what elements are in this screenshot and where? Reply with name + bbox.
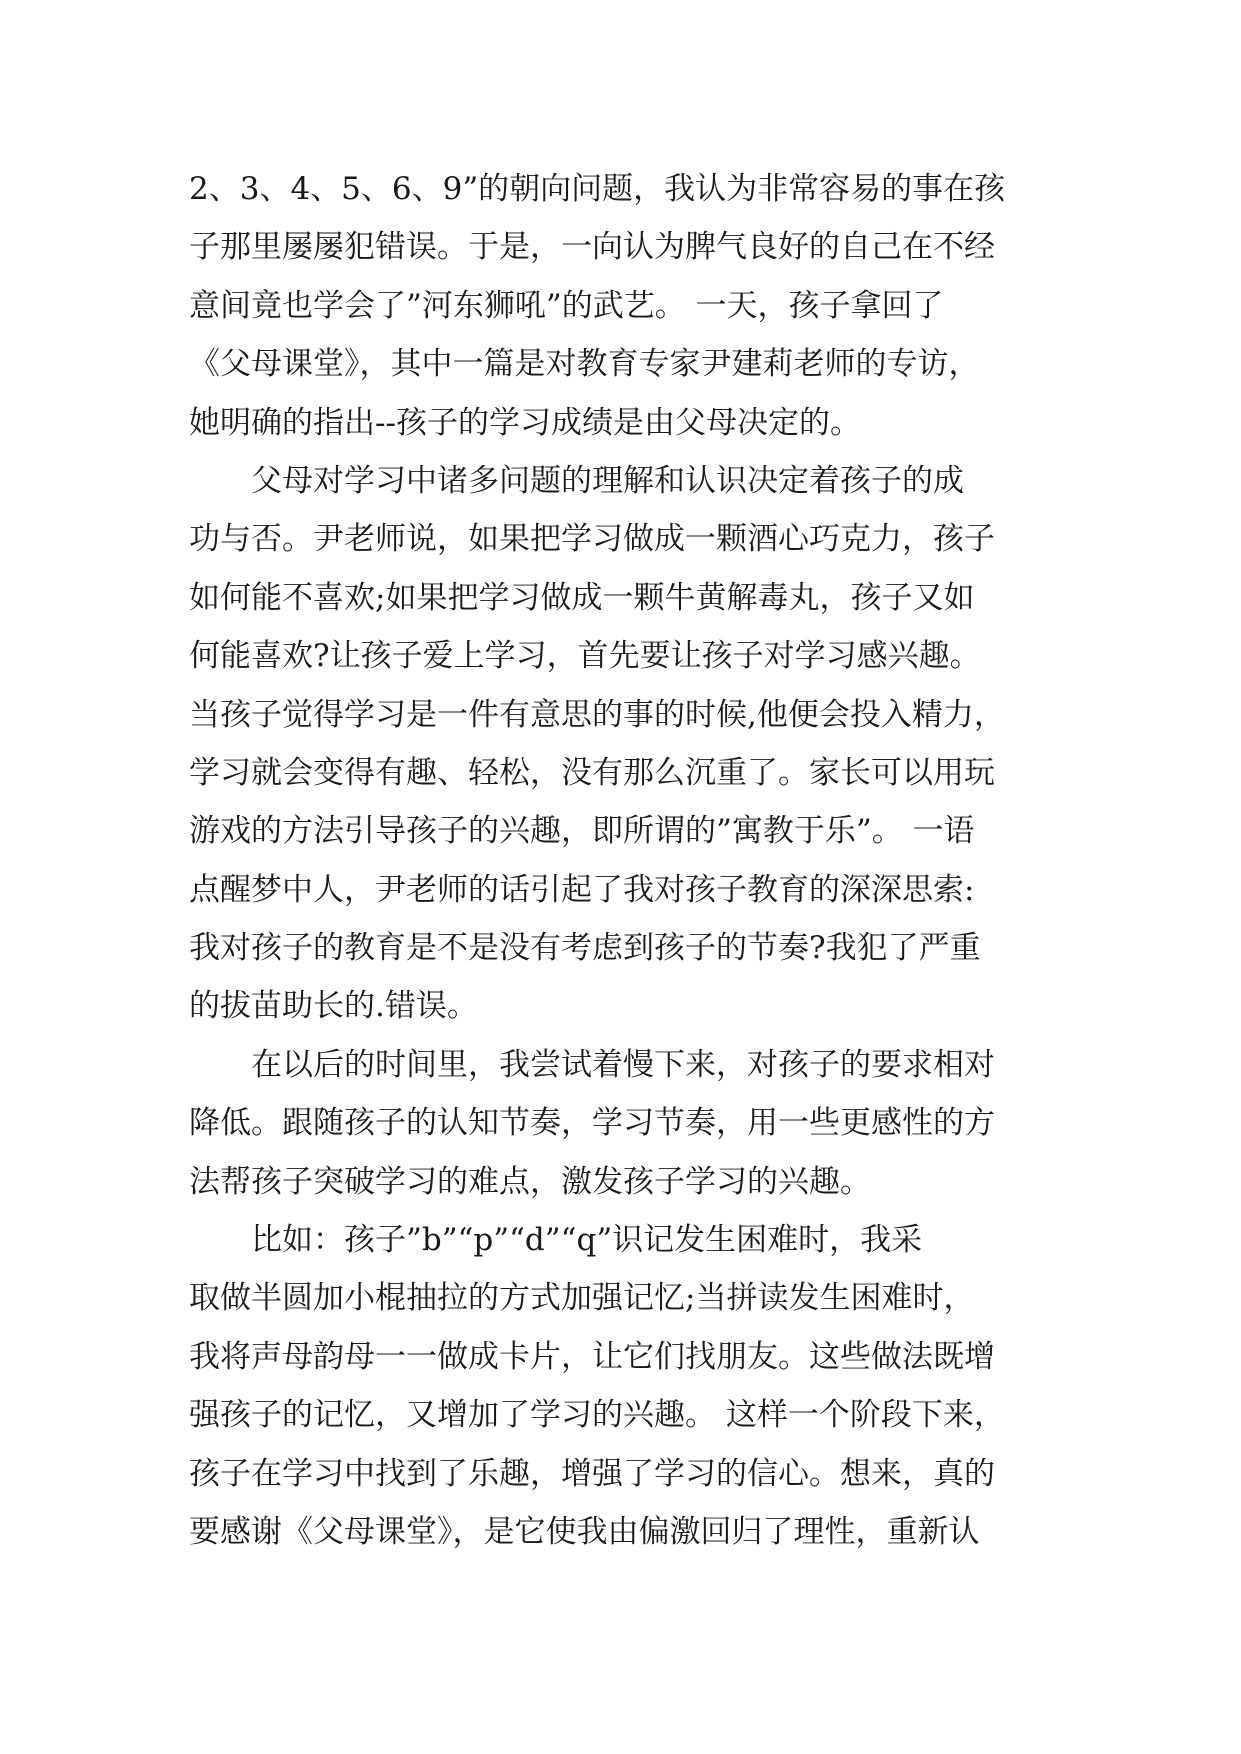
text-line: 我对孩子的教育是不是没有考虑到孩子的节奏?我犯了严重	[189, 930, 981, 967]
text-line: 游戏的方法引导孩子的兴趣，即所谓的”寓教于乐”。 一语	[189, 813, 975, 850]
text-line: 点醒梦中人，尹老师的话引起了我对孩子教育的深深思索:	[189, 871, 975, 908]
text-line: 功与否。尹老师说，如果把学习做成一颗酒心巧克力，孩子	[189, 521, 995, 558]
text-line: 取做半圆加小棍抽拉的方式加强记忆;当拼读发生困难时，	[189, 1280, 975, 1317]
text-line: 父母对学习中诸多问题的理解和认识决定着孩子的成	[189, 462, 964, 499]
text-line: 何能喜欢?让孩子爱上学习，首先要让孩子对学习感兴趣。	[189, 638, 981, 675]
text-line: 在以后的时间里，我尝试着慢下来，对孩子的要求相对	[189, 1046, 995, 1083]
text-line: 要感谢《父母课堂》，是它使我由偏激回归了理性，重新认	[189, 1513, 980, 1550]
text-line: 2、3、4、5、6、9”的朝向问题，我认为非常容易的事在孩	[189, 171, 1006, 207]
text-line: 她明确的指出--孩子的学习成绩是由父母决定的。	[189, 404, 861, 441]
text-line: 强孩子的记忆，又增加了学习的兴趣。 这样一个阶段下来，	[189, 1397, 1005, 1434]
text-line: 比如：孩子”b”“p”“d”“q”识记发生困难时，我采	[189, 1222, 923, 1259]
text-line: 我将声母韵母一一做成卡片，让它们找朋友。这些做法既增	[189, 1338, 995, 1375]
text-line: 孩子在学习中找到了乐趣，增强了学习的信心。想来，真的	[189, 1455, 995, 1492]
text-line: 学习就会变得有趣、轻松，没有那么沉重了。家长可以用玩	[189, 754, 995, 791]
text-line: 《父母课堂》，其中一篇是对教育专家尹建莉老师的专访，	[189, 346, 980, 383]
text-line: 法帮孩子突破学习的难点，激发孩子学习的兴趣。	[189, 1163, 871, 1200]
text-line: 如何能不喜欢;如果把学习做成一颗牛黄解毒丸，孩子又如	[189, 579, 975, 616]
text-line: 的拔苗助长的.错误。	[189, 988, 478, 1025]
text-line: 当孩子觉得学习是一件有意思的事的时候,他便会投入精力，	[189, 696, 1005, 733]
text-line: 意间竟也学会了”河东狮吼”的武艺。 一天，孩子拿回了	[189, 287, 944, 324]
text-line: 子那里屡屡犯错误。于是，一向认为脾气良好的自己在不经	[189, 229, 995, 266]
text-line: 降低。跟随孩子的认知节奏，学习节奏，用一些更感性的方	[189, 1105, 995, 1142]
document-body	[189, 160, 1049, 1561]
